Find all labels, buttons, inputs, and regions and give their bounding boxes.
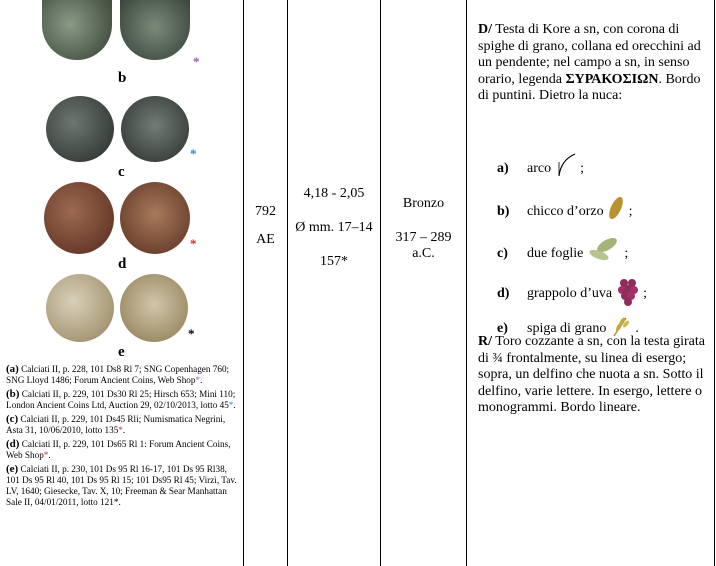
- catalog-number: 792: [255, 204, 276, 219]
- material-cell: [381, 196, 466, 262]
- reverse-description: R/ Toro cozzante a sn, con la testa girata di ¾ frontalmente, su linea di esergo; sopra, un delfino che nuota a sn. Sotto il delfino, varie lettere. In esergo, lettere o monogrammi. Bordo lineare.: [478, 334, 705, 415]
- leaves-icon: [587, 235, 621, 265]
- coin-obverse-image: [42, 0, 112, 60]
- coin-star: *: [193, 54, 200, 69]
- column-divider: [714, 0, 715, 566]
- coin-star: *: [190, 146, 197, 161]
- catalog-number-cell: [244, 204, 287, 248]
- material-name: Bronzo: [402, 196, 445, 211]
- grapes-icon: [616, 275, 640, 309]
- date-era: a.C.: [412, 246, 435, 261]
- coin-label-b: b: [118, 70, 127, 86]
- coin-label-c: c: [118, 164, 125, 180]
- diameter: Ø mm. 17–14: [295, 220, 373, 235]
- coin-reverse-image: [120, 182, 190, 254]
- coin-reverse-image: [121, 96, 189, 162]
- date-range: 317 – 289: [395, 230, 452, 245]
- references-list: [6, 364, 240, 511]
- reference-item: (d) Calciati II, p. 229, 101 Ds65 Rl 1: Forum Ancient Coins, Web Shop*.: [6, 438, 231, 460]
- variant-row: d) grappolo d’uva ;: [497, 275, 647, 309]
- metal-code: AE: [256, 232, 275, 247]
- coin-label-d: d: [118, 256, 127, 272]
- coin-obverse-image: [46, 274, 114, 342]
- barley-grain-icon: [607, 193, 625, 223]
- variant-row: b) chicco d’orzo ;: [497, 193, 632, 223]
- specimen-count: 157*: [320, 254, 348, 269]
- coin-obverse-image: [44, 182, 114, 254]
- obverse-description: D/ Testa di Kore a sn, con corona di spighe di grano, collana ed orecchini ad un pendente; nel campo a sn, in senso orario, legenda ΣΥΡΑΚΟΣΙΩΝ. Bordo di puntini. Dietro la nuca:: [478, 22, 701, 103]
- column-divider: [287, 0, 288, 566]
- coin-obverse-image: [46, 96, 114, 162]
- variant-row: e) spiga di grano .: [497, 314, 639, 338]
- reference-item: (c) Calciati II, p. 229, 101 Ds45 Rli; Numismatica Negrini, Asta 31, 10/06/2010, lotto 135*.: [6, 413, 226, 435]
- weight-range: 4,18 - 2,05: [303, 186, 365, 201]
- coin-star: *: [188, 326, 195, 341]
- variant-row: a) arco ;: [497, 152, 584, 178]
- bow-icon: [555, 152, 577, 178]
- coin-reverse-image: [120, 0, 190, 60]
- coin-label-e: e: [118, 344, 125, 360]
- coin-star: *: [190, 236, 197, 251]
- coin-reverse-image: [120, 274, 188, 342]
- reference-item: (a) Calciati II, p. 228, 101 Ds8 Rl 7; SNG Copenhagen 760; SNG Lloyd 1486; Forum Ancient Coins, Web Shop*.: [6, 363, 230, 385]
- reference-item: (e) Calciati II, p. 230, 101 Ds 95 Rl 16-17, 101 Ds 95 Rl38, 101 Ds 95 Rl 40, 101 Ds 95 Rl 15; 101 Ds95 Rl 45; Virzì, Tav. LV, 1640; Giesecke, Tav. X, 10; Freeman & Sear Manhattan Sale II, 04/01/2011, lotto 121*.: [6, 463, 237, 507]
- column-divider: [243, 0, 244, 566]
- weight-cell: [288, 186, 380, 270]
- variant-row: c) due foglie ;: [497, 235, 628, 265]
- column-divider: [466, 0, 467, 566]
- reference-item: (b) Calciati II, p. 229, 101 Ds30 Rl 25; Hirsch 653; Mini 110; London Ancient Coins Ltd, Auction 29, 02/10/2013, lotto 45*.: [6, 388, 236, 410]
- column-divider: [380, 0, 381, 566]
